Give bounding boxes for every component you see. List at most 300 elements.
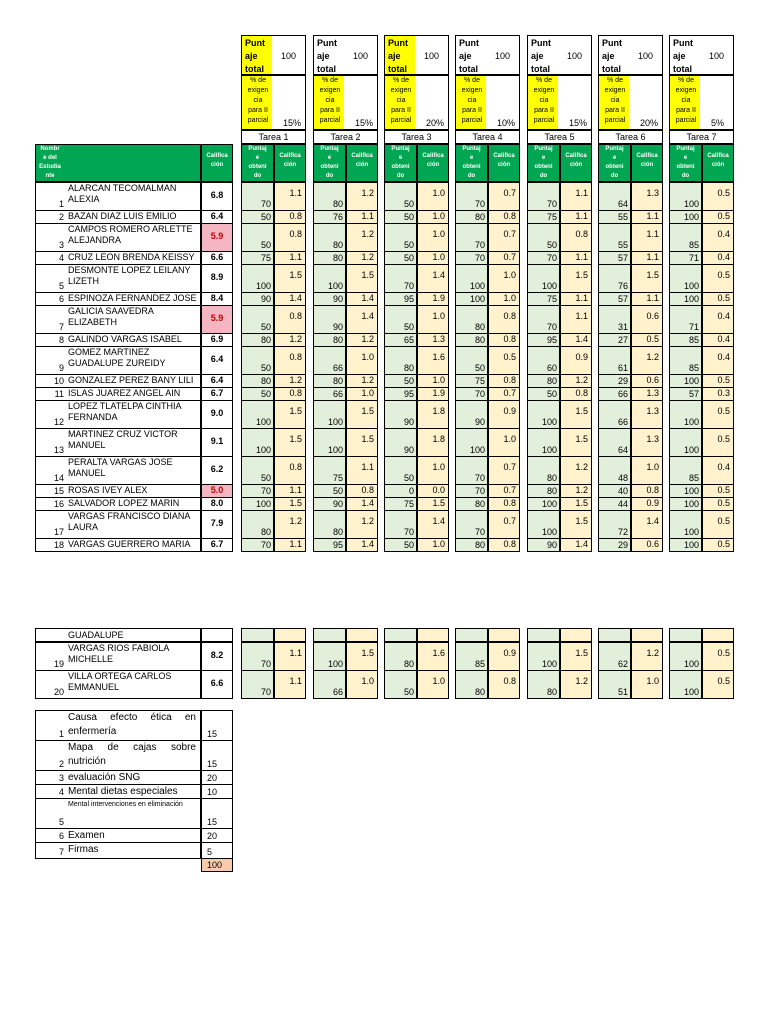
calif-value: 1.1 [289, 648, 302, 658]
punt-label: aje [673, 51, 686, 61]
task-number: 7 [58, 847, 64, 857]
puntaje-value: 85 [474, 659, 485, 669]
punt-value: 100 [709, 51, 725, 61]
calif-value: 1.4 [432, 516, 445, 526]
calif-value: 1.3 [646, 188, 659, 198]
puntaje-value: 100 [255, 281, 271, 291]
tarea-text: Tarea 6 [615, 132, 646, 142]
grade-value: 7.9 [210, 518, 224, 528]
calif-value: 1.5 [289, 498, 302, 508]
calif-value: 1.0 [432, 539, 445, 549]
puntaje-value: 66 [332, 389, 343, 399]
student-number: 16 [53, 499, 64, 509]
puntaje-value: 100 [683, 212, 699, 222]
puntaje-label: Puntaj [248, 146, 267, 152]
punt-label: Punt [602, 38, 622, 48]
puntaje-value: 50 [403, 212, 414, 222]
task-value: 20 [207, 831, 218, 841]
puntaje-label: obteni [605, 164, 624, 170]
puntaje-value: 100 [683, 659, 699, 669]
calif-value: 1.1 [289, 676, 302, 686]
puntaje-value: 70 [260, 659, 271, 669]
puntaje-value: 70 [403, 281, 414, 291]
calif-value: 0.5 [717, 539, 730, 549]
puntaje-value: 90 [260, 294, 271, 304]
pct-label: exigen [675, 87, 697, 94]
calif-value: 1.1 [646, 293, 659, 303]
punt-value: 100 [424, 51, 440, 61]
grade-value: 6.2 [210, 464, 224, 474]
calif-value: 1.6 [432, 648, 445, 658]
puntaje-value: 100 [541, 527, 557, 537]
puntaje-value: 80 [474, 335, 485, 345]
nombre-label: Estudia [39, 164, 61, 170]
calif-value: 0.0 [432, 485, 445, 495]
puntaje-value: 50 [260, 322, 271, 332]
grade-value: 6.4 [210, 211, 224, 221]
student-number: 10 [53, 376, 64, 386]
puntaje-value: 80 [474, 499, 485, 509]
puntaje-value: 70 [260, 486, 271, 496]
puntaje-value: 100 [683, 281, 699, 291]
puntaje-value: 95 [546, 335, 557, 345]
calif-value: 1.0 [432, 211, 445, 221]
pct-label: para II [534, 107, 554, 114]
puntaje-value: 50 [546, 389, 557, 399]
grade-value: 8.0 [210, 498, 224, 508]
puntaje-value: 100 [327, 281, 343, 291]
puntaje-value: 100 [683, 540, 699, 550]
pct-label: cia [253, 97, 263, 104]
tarea-text: Tarea 4 [472, 132, 503, 142]
puntaje-value: 50 [403, 376, 414, 386]
continuation-puntaje [527, 628, 560, 642]
student-number: 5 [58, 281, 64, 291]
calif-value: 1.3 [646, 434, 659, 444]
pct-label: % de [322, 77, 338, 84]
punt-value: 100 [567, 51, 583, 61]
puntaje-value: 0 [408, 486, 414, 496]
puntaje-value: 80 [474, 687, 485, 697]
calif-value: 1.2 [575, 462, 588, 472]
student-name: GALICIA SAAVEDRA ELIZABETH [68, 306, 154, 327]
punt-label: total [388, 64, 407, 74]
calif-value: 1.5 [575, 406, 588, 416]
pct-label: para II [391, 107, 411, 114]
task-label: Examen [68, 830, 105, 841]
calif-value: 1.5 [289, 434, 302, 444]
puntaje-value: 80 [546, 376, 557, 386]
puntaje-value: 90 [332, 499, 343, 509]
student-number: 9 [58, 363, 64, 373]
grade-value: 5.0 [210, 485, 224, 495]
calif-value: 1.2 [575, 375, 588, 385]
calif-value: 0.8 [503, 211, 516, 221]
puntaje-value: 100 [683, 376, 699, 386]
puntaje-value: 100 [541, 281, 557, 291]
pct-value: 20% [426, 118, 445, 128]
puntaje-value: 100 [683, 527, 699, 537]
pct-label: parcial [390, 117, 412, 124]
student-name: GONZALEZ PEREZ BANY LILI [68, 375, 194, 385]
puntaje-value: 62 [617, 659, 628, 669]
pct-value: 15% [569, 118, 588, 128]
puntaje-value: 100 [469, 445, 485, 455]
puntaje-value: 48 [617, 473, 628, 483]
puntaje-label: Puntaj [320, 146, 339, 152]
puntaje-value: 100 [683, 417, 699, 427]
puntaje-value: 75 [403, 499, 414, 509]
puntaje-value: 70 [260, 199, 271, 209]
student-number: 7 [58, 322, 64, 332]
pct-label: cia [325, 97, 335, 104]
puntaje-value: 72 [617, 527, 628, 537]
student-name: VILLA ORTEGA CARLOS EMMANUEL [68, 671, 172, 692]
puntaje-value: 80 [332, 253, 343, 263]
calif-value: 1.0 [361, 352, 374, 362]
grade-value: 5.9 [210, 231, 224, 241]
puntaje-value: 57 [688, 389, 699, 399]
puntaje-value: 50 [403, 687, 414, 697]
calif-value: 0.8 [289, 311, 302, 321]
student-number: 17 [53, 527, 64, 537]
continuation-grade [201, 628, 233, 642]
calif-label: ción [426, 162, 440, 168]
puntaje-value: 100 [683, 499, 699, 509]
puntaje-label: Puntaj [462, 146, 481, 152]
puntaje-value: 80 [332, 240, 343, 250]
puntaje-value: 51 [617, 687, 628, 697]
puntaje-value: 50 [260, 212, 271, 222]
calif-value: 0.5 [717, 434, 730, 444]
calif-value: 0.5 [717, 676, 730, 686]
puntaje-value: 50 [403, 473, 414, 483]
pct-label: exigen [319, 87, 341, 94]
calif-value: 0.7 [503, 516, 516, 526]
puntaje-value: 70 [474, 389, 485, 399]
student-name: GALINDO VARGAS ISABEL [68, 334, 182, 344]
calif-value: 0.5 [717, 485, 730, 495]
puntaje-value: 100 [327, 659, 343, 669]
calif-value: 0.4 [717, 334, 730, 344]
calif-value: 0.8 [503, 334, 516, 344]
puntaje-label: e [398, 155, 403, 161]
calif-value: 0.5 [717, 516, 730, 526]
puntaje-label: do [539, 173, 548, 179]
pct-label: cia [539, 97, 549, 104]
task-label: Causa efecto ética en enfermería [68, 712, 196, 737]
puntaje-value: 100 [469, 294, 485, 304]
calif-value: 1.3 [646, 406, 659, 416]
calif-value: 0.8 [575, 229, 588, 239]
calif-value: 1.9 [432, 293, 445, 303]
punt-label: Punt [531, 38, 551, 48]
puntaje-value: 80 [260, 527, 271, 537]
puntaje-value: 95 [403, 389, 414, 399]
puntaje-value: 66 [332, 363, 343, 373]
calif-value: 0.6 [646, 375, 659, 385]
pct-label: parcial [533, 117, 555, 124]
student-number: 18 [53, 540, 64, 550]
grade-value: 9.1 [210, 436, 224, 446]
grade-value: 8.2 [210, 650, 224, 660]
puntaje-label: e [327, 155, 332, 161]
puntaje-value: 80 [546, 473, 557, 483]
student-number: 2 [58, 212, 64, 222]
puntaje-value: 100 [541, 417, 557, 427]
task-number: 4 [58, 787, 64, 797]
calif-value: 1.0 [432, 462, 445, 472]
punt-label: total [531, 64, 550, 74]
puntaje-value: 50 [332, 486, 343, 496]
continuation-calif [346, 628, 378, 642]
pct-label: cia [396, 97, 406, 104]
calif-value: 0.8 [503, 498, 516, 508]
calif-value: 1.0 [503, 270, 516, 280]
student-name: GOMEZ MARTINEZ GUADALUPE ZUREIDY [68, 347, 166, 368]
puntaje-label: obteni [391, 164, 410, 170]
task-value: 15 [207, 817, 218, 827]
calif-value: 1.0 [361, 388, 374, 398]
calif-value: 1.1 [646, 211, 659, 221]
tasks-total: 100 [207, 860, 223, 870]
calif-value: 0.5 [717, 406, 730, 416]
puntaje-value: 70 [474, 199, 485, 209]
calif-value: 1.5 [361, 648, 374, 658]
continuation-puntaje [313, 628, 346, 642]
continuation-calif [702, 628, 734, 642]
pct-label: para II [676, 107, 696, 114]
tarea-text: Tarea 2 [330, 132, 361, 142]
puntaje-value: 50 [260, 363, 271, 373]
puntaje-value: 76 [617, 281, 628, 291]
puntaje-value: 100 [469, 281, 485, 291]
calif-label: Califica [565, 153, 587, 159]
puntaje-value: 90 [332, 322, 343, 332]
calif-value: 0.9 [503, 648, 516, 658]
calif-value: 0.5 [646, 334, 659, 344]
calif-value: 1.1 [575, 311, 588, 321]
calif-value: 0.7 [503, 188, 516, 198]
calif-label: ción [497, 162, 511, 168]
puntaje-value: 70 [474, 473, 485, 483]
punt-label: aje [459, 51, 472, 61]
puntaje-value: 80 [332, 376, 343, 386]
pct-value: 15% [283, 118, 302, 128]
grade-value: 8.4 [210, 293, 224, 303]
pct-value: 15% [355, 118, 374, 128]
puntaje-label: do [396, 173, 405, 179]
calif-value: 1.5 [289, 406, 302, 416]
student-number: 3 [58, 240, 64, 250]
puntaje-value: 27 [617, 335, 628, 345]
puntaje-value: 100 [683, 486, 699, 496]
puntaje-value: 66 [617, 389, 628, 399]
puntaje-value: 75 [332, 473, 343, 483]
tarea-text: Tarea 5 [544, 132, 575, 142]
puntaje-label: Puntaj [391, 146, 410, 152]
pct-label: cia [467, 97, 477, 104]
student-number: 12 [53, 417, 64, 427]
calif-value: 1.2 [289, 334, 302, 344]
punt-label: aje [531, 51, 544, 61]
calif-value: 1.0 [432, 252, 445, 262]
calif-value: 0.8 [503, 311, 516, 321]
calif-label: Califica [636, 153, 658, 159]
calif-value: 1.1 [289, 188, 302, 198]
puntaje-value: 90 [474, 417, 485, 427]
puntaje-value: 50 [403, 540, 414, 550]
grade-value: 6.9 [210, 334, 224, 344]
calif-value: 1.5 [646, 270, 659, 280]
puntaje-value: 64 [617, 445, 628, 455]
pct-label: % de [393, 77, 409, 84]
puntaje-value: 80 [332, 335, 343, 345]
tarea-text: Tarea 1 [258, 132, 289, 142]
pct-label: exigen [247, 87, 269, 94]
task-label: evaluación SNG [68, 772, 141, 783]
puntaje-value: 80 [474, 322, 485, 332]
puntaje-value: 80 [403, 363, 414, 373]
calif-value: 1.4 [575, 539, 588, 549]
puntaje-value: 80 [474, 540, 485, 550]
puntaje-label: obteni [320, 164, 339, 170]
calif-value: 1.0 [503, 434, 516, 444]
task-value: 15 [207, 729, 218, 739]
punt-label: aje [388, 51, 401, 61]
continuation-puntaje [241, 628, 274, 642]
pct-label: para II [248, 107, 268, 114]
calif-value: 0.7 [503, 388, 516, 398]
puntaje-label: do [467, 173, 476, 179]
grade-value: 6.6 [210, 678, 224, 688]
continuation-puntaje [384, 628, 417, 642]
punt-label: total [673, 64, 692, 74]
puntaje-value: 65 [403, 335, 414, 345]
calif-value: 0.8 [289, 352, 302, 362]
calif-label: Califica [422, 153, 444, 159]
puntaje-value: 100 [541, 445, 557, 455]
continuation-puntaje [455, 628, 488, 642]
puntaje-value: 100 [327, 417, 343, 427]
task-value: 15 [207, 759, 218, 769]
pct-label: para II [605, 107, 625, 114]
puntaje-value: 70 [403, 527, 414, 537]
puntaje-value: 57 [617, 294, 628, 304]
puntaje-value: 100 [255, 499, 271, 509]
punt-label: Punt [459, 38, 479, 48]
puntaje-label: obteni [462, 164, 481, 170]
punt-label: total [602, 64, 621, 74]
student-number: 13 [53, 445, 64, 455]
task-number: 1 [58, 729, 64, 739]
pct-value: 5% [711, 118, 725, 128]
puntaje-value: 40 [617, 486, 628, 496]
puntaje-value: 60 [546, 363, 557, 373]
nombre-label: e del [43, 155, 57, 161]
calif-value: 1.1 [646, 252, 659, 262]
calif-value: 1.0 [432, 676, 445, 686]
student-name: ALARCAN TECOMALMAN ALEXIA [68, 183, 177, 204]
puntaje-value: 85 [688, 473, 699, 483]
calif-value: 1.1 [289, 539, 302, 549]
puntaje-value: 29 [617, 376, 628, 386]
calif-value: 1.1 [289, 485, 302, 495]
punt-label: Punt [317, 38, 337, 48]
student-number: 1 [58, 199, 64, 209]
calif-value: 1.2 [575, 485, 588, 495]
pct-label: % de [464, 77, 480, 84]
puntaje-value: 100 [255, 417, 271, 427]
nombre-label: nte [45, 173, 55, 179]
calificacion-label: ción [210, 162, 224, 168]
calif-value: 0.7 [503, 462, 516, 472]
calif-value: 1.2 [361, 188, 374, 198]
student-name: ISLAS JUAREZ ANGEL AIN [68, 388, 181, 398]
punt-value: 100 [638, 51, 654, 61]
calif-value: 1.4 [361, 498, 374, 508]
calif-value: 1.1 [361, 211, 374, 221]
calif-value: 1.4 [289, 293, 302, 303]
calif-value: 1.4 [361, 311, 374, 321]
calif-value: 1.0 [432, 375, 445, 385]
calif-value: 0.5 [717, 211, 730, 221]
calif-value: 1.1 [289, 252, 302, 262]
punt-label: aje [317, 51, 330, 61]
student-number: 11 [54, 389, 64, 399]
calif-value: 0.4 [717, 311, 730, 321]
calif-value: 1.0 [432, 311, 445, 321]
calif-value: 1.1 [575, 211, 588, 221]
calif-value: 1.5 [361, 406, 374, 416]
grade-value: 9.0 [210, 408, 224, 418]
calif-value: 1.0 [432, 188, 445, 198]
task-value-cell [201, 842, 233, 859]
puntaje-value: 50 [546, 240, 557, 250]
puntaje-label: do [253, 173, 262, 179]
puntaje-value: 85 [688, 335, 699, 345]
calif-value: 1.4 [575, 334, 588, 344]
calif-label: Califica [351, 153, 373, 159]
puntaje-value: 70 [546, 253, 557, 263]
tarea-text: Tarea 7 [686, 132, 717, 142]
pct-label: exigen [461, 87, 483, 94]
puntaje-value: 90 [546, 540, 557, 550]
pct-label: % de [678, 77, 694, 84]
calif-value: 1.5 [432, 498, 445, 508]
calif-value: 1.9 [432, 388, 445, 398]
pct-label: % de [536, 77, 552, 84]
pct-label: parcial [604, 117, 626, 124]
puntaje-value: 80 [332, 199, 343, 209]
calif-value: 0.4 [717, 462, 730, 472]
tarea-text: Tarea 3 [401, 132, 432, 142]
calif-value: 0.5 [717, 270, 730, 280]
student-name: BAZAN DIAZ LUIS EMILIO [68, 211, 177, 221]
calif-value: 1.5 [575, 498, 588, 508]
puntaje-value: 100 [683, 445, 699, 455]
calif-value: 0.9 [646, 498, 659, 508]
puntaje-value: 70 [546, 322, 557, 332]
puntaje-label: Puntaj [605, 146, 624, 152]
puntaje-value: 61 [617, 363, 628, 373]
calif-value: 1.5 [361, 434, 374, 444]
calif-value: 1.2 [361, 229, 374, 239]
puntaje-value: 50 [403, 322, 414, 332]
task-label: Mapa de cajas sobre nutrición [68, 742, 196, 767]
puntaje-value: 29 [617, 540, 628, 550]
pct-label: para II [320, 107, 340, 114]
